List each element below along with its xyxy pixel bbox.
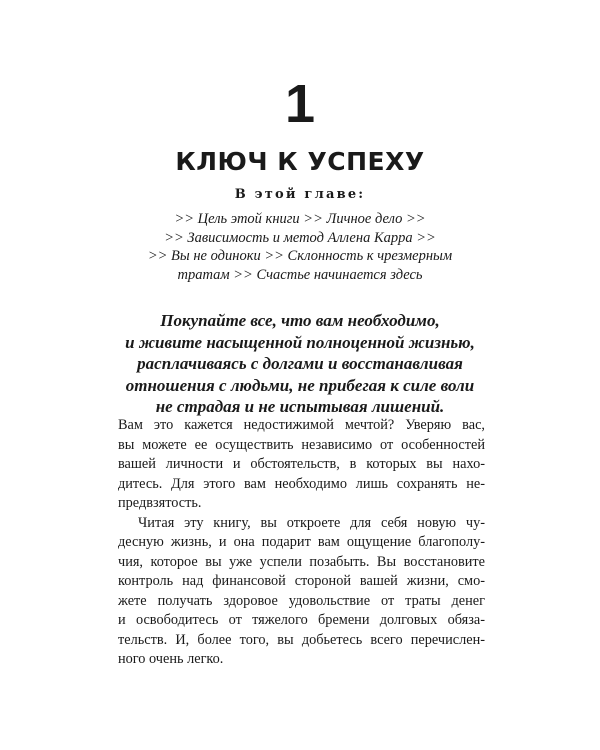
- chapter-contents-line: >> Цель этой книги >> Личное дело >>: [174, 211, 426, 227]
- chapter-contents: [0, 210, 600, 284]
- chapter-number: 1: [284, 74, 316, 134]
- text-line: вы можете ее осуществить независимо от особенностей: [118, 436, 485, 453]
- text-line: Читая эту книгу, вы откроете для себя новую чу-: [138, 514, 485, 531]
- text-line: Вам это кажется недостижимой мечтой? Уверяю вас,: [118, 417, 485, 433]
- epigraph-line: расплачиваясь с долгами и восстанавливая: [137, 354, 463, 373]
- chapter-contents-line: тратам >> Счастье начинается здесь: [177, 266, 423, 283]
- text-line: чия, которое вы уже успели позабыть. Вы восстановите: [118, 553, 485, 570]
- epigraph-line: не страдая и не испытывая лишений.: [155, 397, 445, 416]
- chapter-title: КЛЮЧ К УСПЕХУ: [175, 147, 425, 176]
- epigraph-line: и живите насыщенной полноценной жизнью,: [125, 332, 475, 352]
- paragraph-2: [118, 514, 485, 670]
- body-text: [118, 416, 485, 670]
- text-line: дитесь. Для этого вам необходимо лишь сохранять не-: [118, 475, 485, 492]
- text-line: десную жизнь, и она подарит вам ощущение благополу-: [118, 534, 485, 550]
- epigraph-line: Покупайте все, что вам необходимо,: [160, 311, 440, 330]
- text-line: и освободитесь от тяжелого бремени долговых обяза-: [118, 612, 485, 628]
- chapter-contents-line: >> Вы не одиноки >> Склонность к чрезмерным: [147, 248, 453, 264]
- text-line: тельств. И, более того, вы добьетесь всего перечислен-: [118, 631, 485, 648]
- text-line: контроль над финансовой стороной вашей жизни, смо-: [118, 573, 485, 589]
- chapter-contents-line: >> Зависимость и метод Аллена Карра >>: [164, 229, 436, 246]
- paragraph-1: [118, 416, 485, 514]
- epigraph-line: отношения с людьми, не прибегая к силе воли: [125, 375, 475, 395]
- chapter-contents-heading: В этой главе:: [234, 187, 366, 202]
- text-line: вашей личности и обстоятельств, в которых вы нахо-: [118, 456, 485, 472]
- text-line: ного очень легко.: [118, 651, 224, 667]
- epigraph: [0, 310, 600, 418]
- text-line: предвзятость.: [118, 495, 202, 511]
- text-line: жете получать здоровое удовольствие от траты денег: [118, 592, 485, 609]
